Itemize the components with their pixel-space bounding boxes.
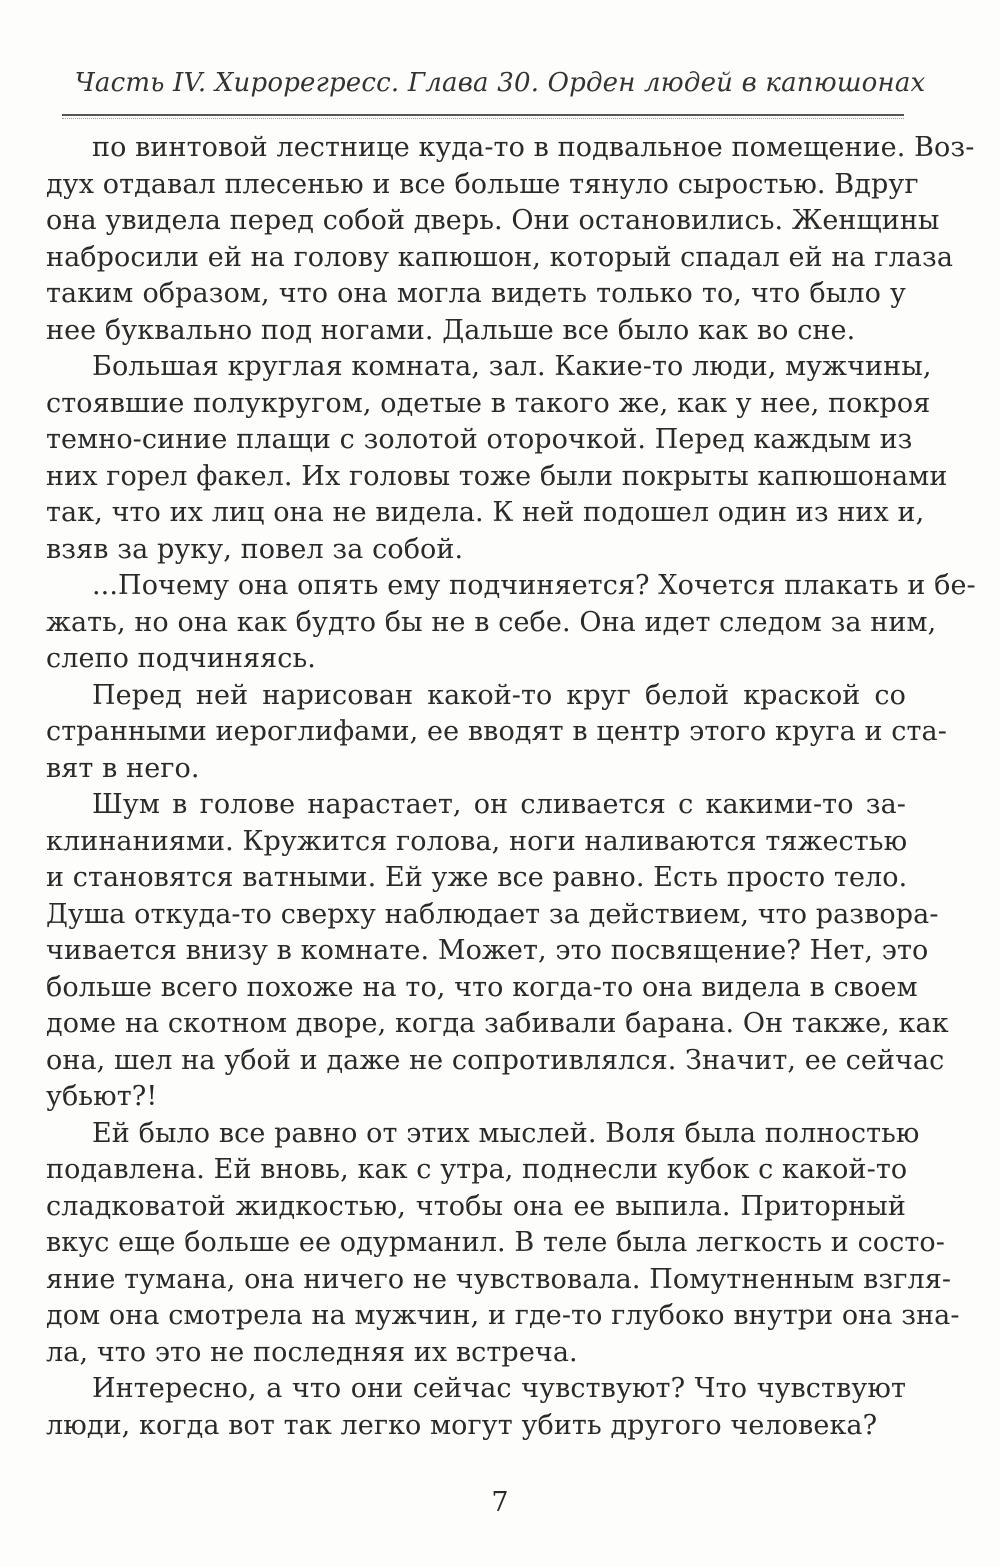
- text-line: Душа откуда-то сверху наблюдает за действием, что развора-: [46, 898, 939, 930]
- text-line: дом она смотрела на мужчин, и где-то глубоко внутри она зна-: [46, 1300, 960, 1331]
- text-line: убьют?!: [46, 1081, 158, 1112]
- text-line: Шум в голове нарастает, он сливается с какими-то за-: [92, 789, 906, 820]
- header-rule-dotted: [62, 118, 904, 119]
- text-line: Интересно, а что они сейчас чувствуют? Что чувствуют: [92, 1373, 906, 1404]
- text-line: вят в него.: [46, 752, 200, 784]
- text-line: таким образом, что она могла видеть только то, что было у: [46, 278, 906, 309]
- text-line: странными иероглифами, ее вводят в центр этого круга и ста-: [46, 716, 947, 747]
- header-rule: [62, 114, 904, 116]
- page-number: 7: [491, 1487, 509, 1518]
- text-line: сладковатой жидкостью, чтобы она ее выпила. Приторный: [46, 1190, 906, 1222]
- paragraph: [46, 678, 947, 788]
- text-line: вкус еще больше ее одурманил. В теле была легкость и состо-: [46, 1227, 945, 1258]
- text-line: больше всего похоже на то, что когда-то она видела в своем: [46, 971, 918, 1003]
- text-line: она, шел на убой и даже не сопротивлялся. Значит, ее сейчас: [46, 1044, 945, 1076]
- text-line: них горел факел. Их головы тоже были покрыты капюшонами: [46, 460, 948, 492]
- paragraph: [46, 568, 976, 678]
- text-line: темно-синие плащи с золотой оторочкой. Перед каждым из: [46, 424, 913, 455]
- running-head: Часть IV. Хирорегресс. Глава 30. Орден людей в капюшонах: [74, 68, 926, 98]
- text-line: Большая круглая комната, зал. Какие-то люди, мужчины,: [92, 351, 932, 382]
- text-line: клинаниями. Кружится голова, ноги наливаются тяжестью: [46, 825, 908, 857]
- text-line: чивается внизу в комнате. Может, это посвящение? Нет, это: [46, 935, 929, 966]
- paragraph: [46, 349, 948, 568]
- text-line: и становятся ватными. Ей уже все равно. Есть просто тело.: [46, 862, 908, 893]
- text-line: стоявшие полукругом, одетые в такого же, как у нее, покроя: [46, 387, 931, 419]
- text-line: ла, что это не последняя их встреча.: [46, 1336, 578, 1368]
- text-line: яние тумана, она ничего не чувствовала. Помутненным взгля-: [46, 1263, 952, 1295]
- paragraph: [46, 787, 949, 1116]
- text-line: так, что их лиц она не видела. К ней подошел один из них и,: [46, 497, 925, 528]
- paragraph: [46, 1116, 960, 1372]
- text-line: Ей было все равно от этих мыслей. Воля была полностью: [92, 1117, 920, 1149]
- text-line: доме на скотном дворе, когда забивали барана. Он также, как: [46, 1008, 949, 1039]
- text-line: ...Почему она опять ему подчиняется? Хочется плакать и бе-: [92, 570, 976, 601]
- text-line: жать, но она как будто бы не в себе. Она идет следом за ним,: [46, 606, 937, 638]
- text-line: нее буквально под ногами. Дальше все было как во сне.: [46, 314, 856, 346]
- text-line: набросили ей на голову капюшон, который спадал ей на глаза: [46, 241, 954, 273]
- text-line: она увидела перед собой дверь. Они остановились. Женщины: [46, 205, 940, 236]
- text-line: взяв за руку, повел за собой.: [46, 533, 464, 565]
- text-line: дух отдавал плесенью и все больше тянуло сыростью. Вдруг: [46, 168, 919, 200]
- text-line: по винтовой лестнице куда-то в подвальное помещение. Воз-: [92, 132, 975, 163]
- paragraph: [46, 130, 975, 349]
- text-line: слепо подчиняясь.: [46, 643, 316, 674]
- text-line: подавлена. Ей вновь, как с утра, поднесли кубок с какой-то: [46, 1154, 908, 1185]
- text-line: люди, когда вот так легко могут убить другого человека?: [46, 1409, 878, 1441]
- text-line: Перед ней нарисован какой-то круг белой краской со: [92, 679, 906, 711]
- body-text: [46, 130, 976, 1444]
- paragraph: [46, 1371, 906, 1444]
